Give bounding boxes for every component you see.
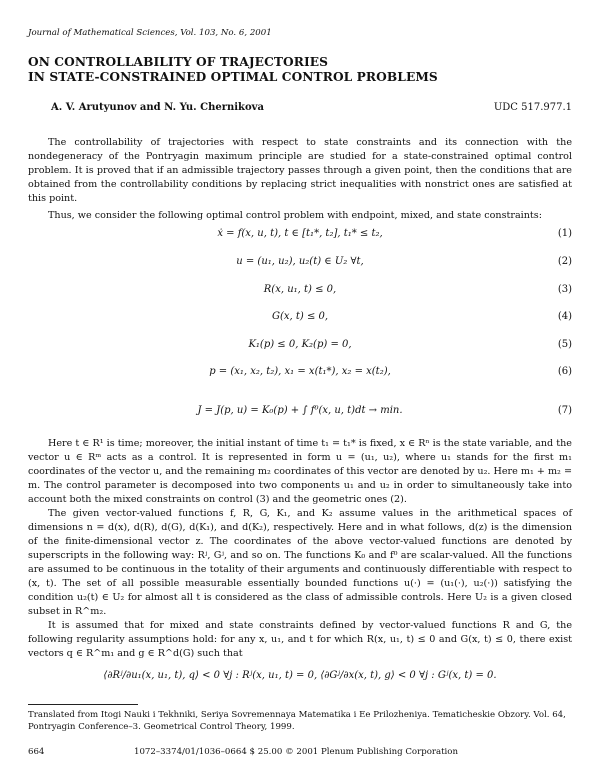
regularity-conditions: ⟨∂Rʲ/∂u₁(x, u₁, t), q⟩ < 0 ∀j : Rʲ(x, u₁, t) = 0, ⟨∂Gʲ/∂x(x, t), g⟩ < 0 ∀j : Gʲ(x, t) = 0.: [103, 670, 497, 681]
equation-1-number: (1): [557, 228, 572, 239]
page-number: 664: [28, 747, 45, 757]
footnote-divider: [28, 704, 138, 705]
udc-code: UDC 517.977.1: [493, 102, 572, 113]
title-line-2: IN STATE-CONSTRAINED OPTIMAL CONTROL PROBLEMS: [28, 70, 438, 84]
equation-1-math: ẋ = f(x, u, t), t ∈ [t₁*, t₂], t₁* ≤ t₂,: [217, 228, 383, 239]
equation-6-math: p = (x₁, x₂, t₂), x₁ = x(t₁*), x₂ = x(t₂),: [209, 366, 391, 377]
paragraph-2: The given vector-valued functions f, R, G, K₁, and K₂ assume values in the arithmetical spaces of dimensions n = d(x), d(R), d(G), d(K₁), and d(K₂), respectively. Here and in what follows, d(z) is the dimension of the finite-dimensional vector z. The coordinates of the above vector-valued functions are denoted by superscripts in the following way: Rʲ, Gʲ, and so on. The functions K₀ and f⁰ are scalar-valued. All the functions are assumed to be continuous in the totality of their arguments and continuously differentiable with respect to (x, t). The set of all possible measurable essentially bounded functions u(·) = (u₁(·), u₂(·)) satisfying the condition u₂(t) ∈ U₂ for almost all t is considered as the class of admissible controls. Here U₂ is a given closed subset in R^m₂.: [28, 508, 572, 617]
equation-7-number: (7): [557, 405, 572, 416]
article-title: [28, 55, 438, 85]
equation-5-math: K₁(p) ≤ 0, K₂(p) = 0,: [248, 339, 352, 350]
equation-4-number: (4): [557, 311, 572, 322]
equation-5-number: (5): [557, 339, 572, 350]
abstract: The controllability of trajectories with respect to state constraints and its connection with the nondegeneracy of the Pontryagin maximum principle are studied for a state-constrained optimal control problem. It is proved that if an admissible trajectory passes through a given point, then the conditions that are obtained from the controllability conditions by replacing strict inequalities with nonstrict ones are satisfied at this point.: [28, 137, 572, 204]
paragraph-1: Here t ∈ R¹ is time; moreover, the initial instant of time t₁ = t₁* is fixed, x ∈ Rⁿ is the state variable, and the vector u ∈ Rᵐ acts as a control. It is represented in form u = (u₁, u₂), where u₁ stands for the first m₁ coordinates of the vector u, and the remaining m₂ coordinates of this vector are denoted by u₂. Here m₁ + m₂ = m. The control parameter is decomposed into two components u₁ and u₂ in order to simultaneously take into account both the mixed constraints on control (3) and the geometric ones (2).: [28, 438, 572, 505]
equation-3-math: R(x, u₁, t) ≤ 0,: [263, 284, 337, 295]
intro-sentence: Thus, we consider the following optimal control problem with endpoint, mixed, and state constraints:: [48, 210, 542, 221]
equation-7-math: J = J(p, u) = K₀(p) + ∫ f⁰(x, u, t)dt → min.: [197, 405, 403, 416]
equation-3-number: (3): [557, 284, 572, 295]
equation-2-math: u = (u₁, u₂), u₂(t) ∈ U₂ ∀t,: [236, 256, 364, 267]
equation-6-number: (6): [557, 366, 572, 377]
equation-4-math: G(x, t) ≤ 0,: [271, 311, 329, 322]
title-line-1: ON CONTROLLABILITY OF TRAJECTORIES: [28, 55, 329, 69]
authors: A. V. Arutyunov and N. Yu. Chernikova: [51, 102, 264, 113]
issn-copyright: 1072–3374/01/1036–0664 $ 25.00 © 2001 Plenum Publishing Corporation: [134, 747, 459, 757]
body-text: [28, 437, 572, 661]
equation-2-number: (2): [557, 256, 572, 267]
journal-citation: Journal of Mathematical Sciences, Vol. 103, No. 6, 2001: [28, 28, 272, 38]
translation-footnote: Translated from Itogi Nauki i Tekhniki, Seriya Sovremennaya Matematika i Ee Prilozheniya. Tematicheskie Obzory. Vol. 64, Pontryagin Conference–3. Geometrical Control Theory, 1999.: [28, 710, 566, 732]
paragraph-3: It is assumed that for mixed and state constraints defined by vector-valued functions R and G, the following regularity assumptions hold: for any x, u₁, and t for which R(x, u₁, t) ≤ 0 and G(x, t) ≤ 0, there exist vectors q ∈ R^m₁ and g ∈ R^d(G) such that: [28, 620, 572, 659]
